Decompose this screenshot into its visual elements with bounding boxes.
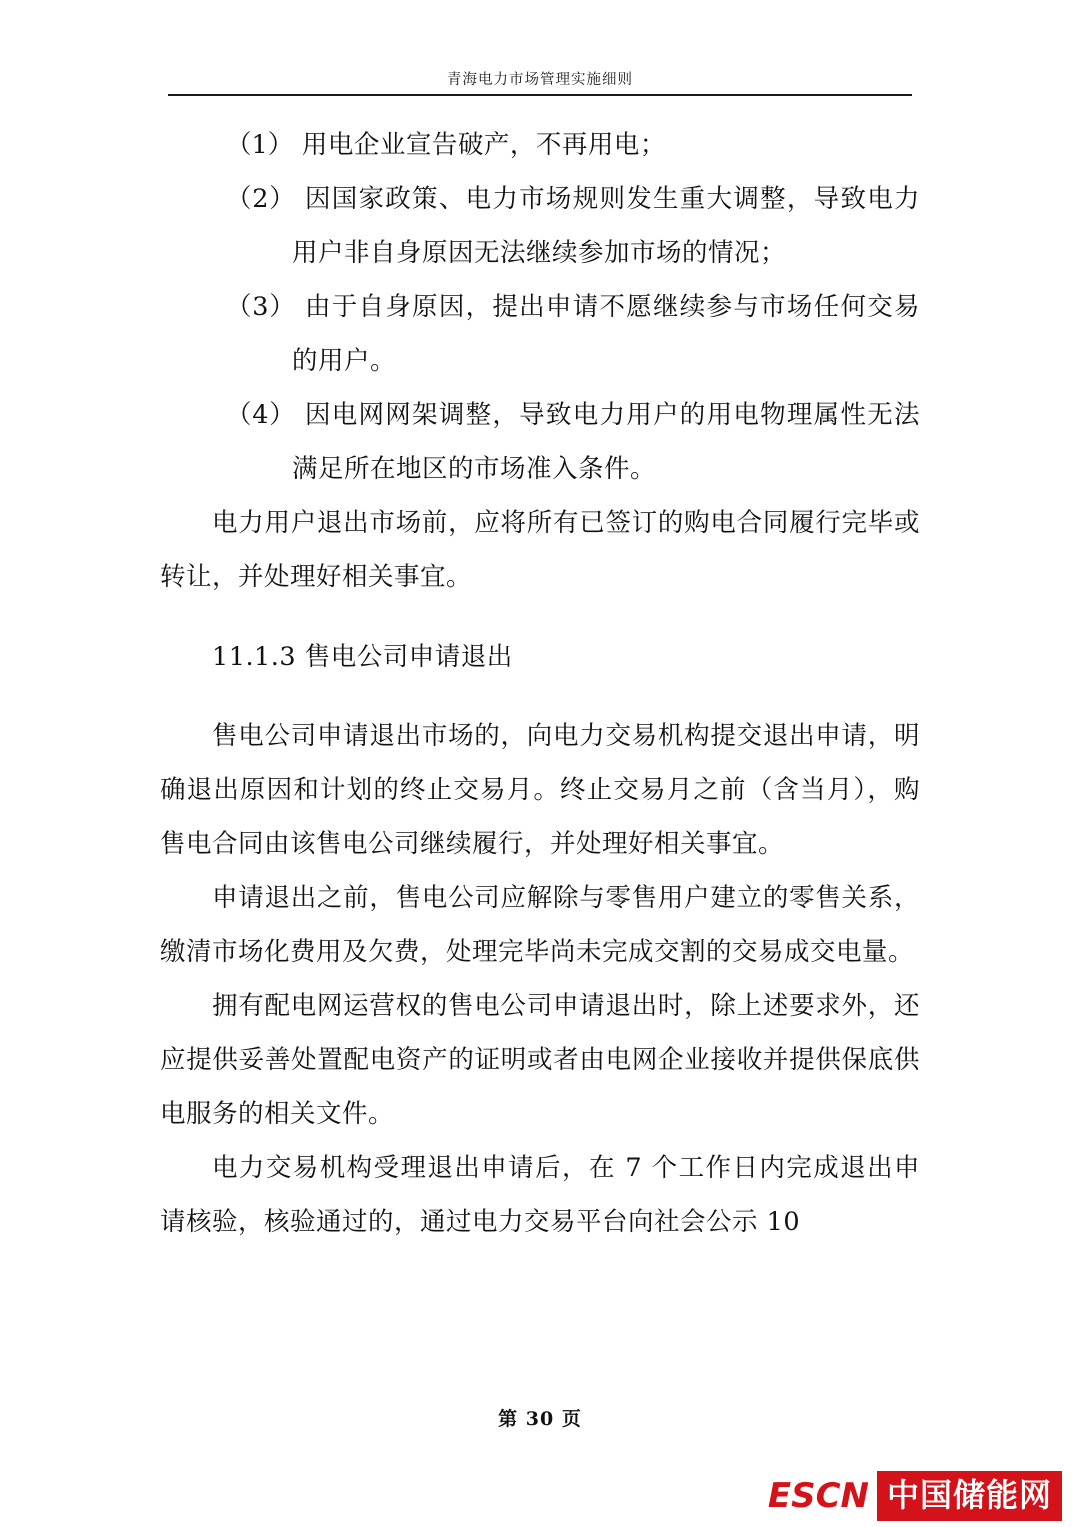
list-item-marker: （1） bbox=[226, 130, 294, 160]
running-header bbox=[168, 72, 912, 96]
list-item-text: 因电网网架调整，导致电力用户的用电物理属性无法满足所在地区的市场准入条件。 bbox=[292, 400, 920, 484]
document-body bbox=[160, 118, 920, 1249]
paragraph-after-list: 电力用户退出市场前，应将所有已签订的购电合同履行完毕或转让，并处理好相关事宜。 bbox=[160, 508, 920, 592]
watermark-latin-text: ESCN bbox=[767, 1476, 869, 1516]
section-heading: 11.1.3 售电公司申请退出 bbox=[212, 641, 513, 672]
paragraph: 电力交易机构受理退出申请后，在 7 个工作日内完成退出申请核验，核验通过的，通过电力交易平台向社会公示 10 bbox=[160, 1153, 920, 1237]
paragraph: 申请退出之前，售电公司应解除与零售用户建立的零售关系，缴清市场化费用及欠费，处理完毕尚未完成交割的交易成交电量。 bbox=[160, 883, 920, 967]
list-item-text: 用电企业宣告破产，不再用电； bbox=[301, 130, 666, 160]
page-number: 第 30 页 bbox=[498, 1408, 582, 1430]
list-item bbox=[226, 280, 920, 388]
list-item bbox=[226, 172, 920, 280]
paragraph: 售电公司申请退出市场的，向电力交易机构提交退出申请，明确退出原因和计划的终止交易月。终止交易月之前（含当月），购售电合同由该售电公司继续履行，并处理好相关事宜。 bbox=[160, 721, 920, 859]
list-item bbox=[226, 388, 920, 496]
watermark-logo bbox=[758, 1465, 1080, 1527]
list-item-marker: （4） bbox=[226, 400, 296, 430]
list-item bbox=[226, 118, 920, 172]
list-item-text: 由于自身原因，提出申请不愿继续参与市场任何交易的用户。 bbox=[292, 292, 920, 376]
list-item-text: 因国家政策、电力市场规则发生重大调整，导致电力用户非自身原因无法继续参加市场的情况； bbox=[292, 184, 920, 268]
list-item-marker: （3） bbox=[226, 292, 296, 322]
list-item-marker: （2） bbox=[226, 184, 296, 214]
paragraph: 拥有配电网运营权的售电公司申请退出时，除上述要求外，还应提供妥善处置配电资产的证明或者由电网企业接收并提供保底供电服务的相关文件。 bbox=[160, 991, 920, 1129]
watermark-chinese-text: 中国储能网 bbox=[877, 1471, 1062, 1521]
header-title: 青海电力市场管理实施细则 bbox=[447, 72, 633, 88]
header-divider bbox=[168, 94, 912, 96]
